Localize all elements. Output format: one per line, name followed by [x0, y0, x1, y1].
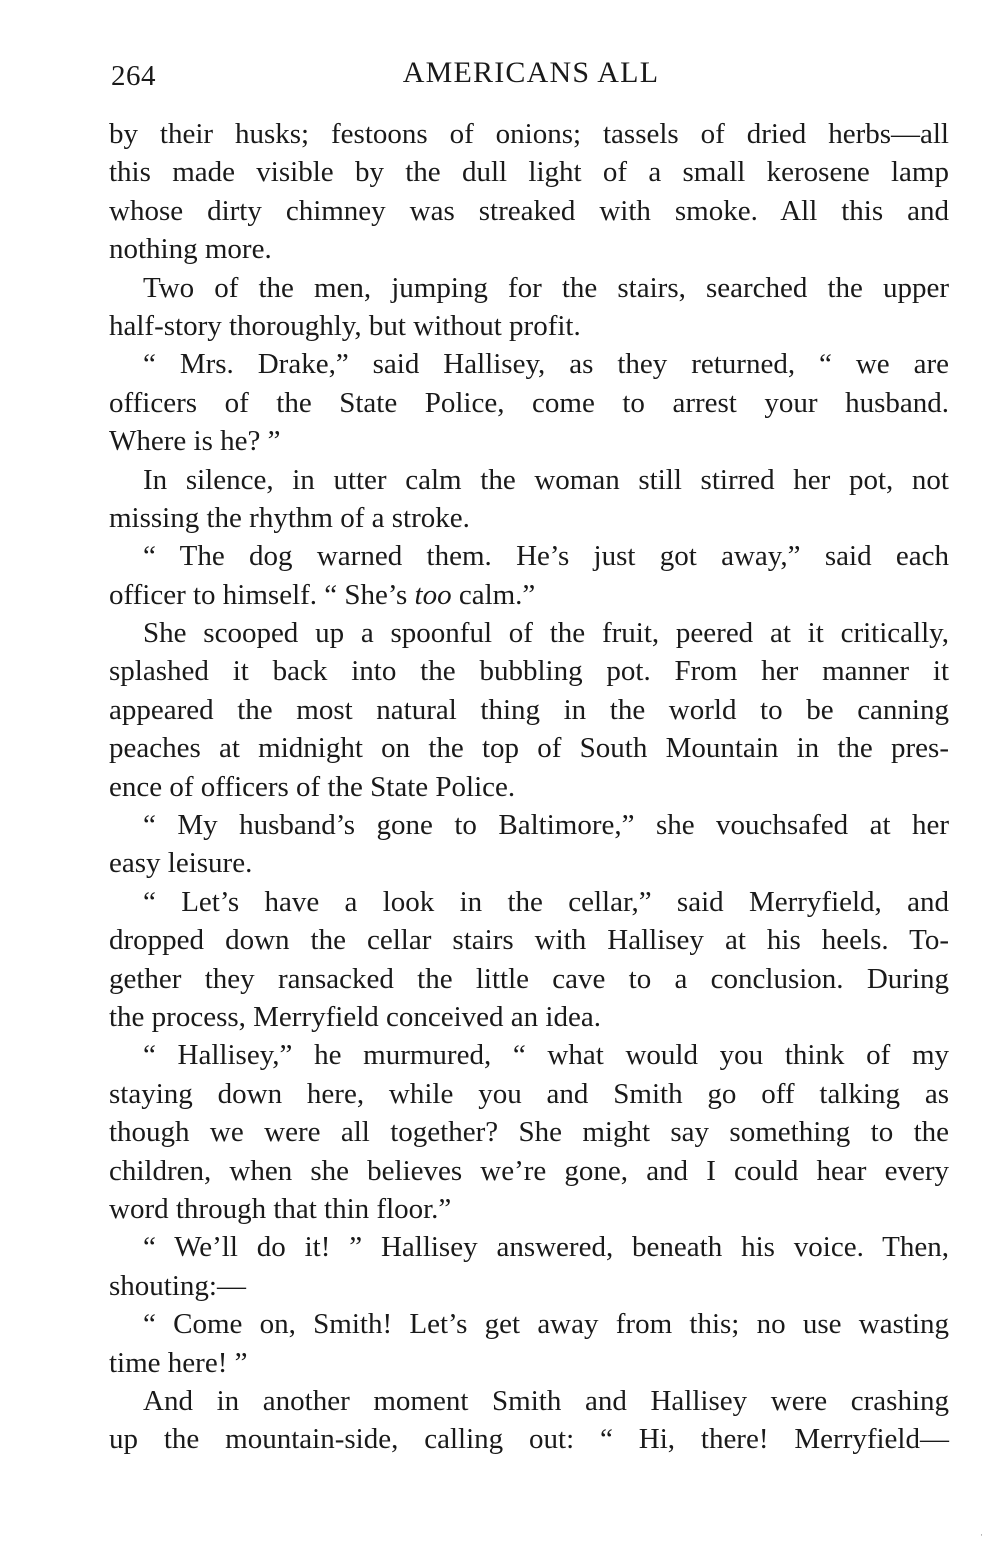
text-line: dropped down the cellar stairs with Hallisey at his heels. To- [109, 924, 949, 957]
text-line: easy leisure. [109, 847, 253, 880]
text-line: word through that thin floor.” [109, 1192, 452, 1225]
text-line: nothing more. [109, 233, 272, 266]
text-line: Where is he? ” [109, 425, 281, 458]
text-line: shouting:— [109, 1269, 246, 1302]
text-line: “ The dog warned them. He’s just got away,” said each [143, 540, 949, 573]
text-line: the process, Merryfield conceived an idea. [109, 1000, 601, 1033]
text-line: up the mountain-side, calling out: “ Hi, there! Merryfield— [109, 1423, 949, 1456]
text-line: In silence, in utter calm the woman still stirred her pot, not [143, 463, 949, 496]
text-line: “ My husband’s gone to Baltimore,” she vouchsafed at her [143, 809, 949, 842]
text-line: And in another moment Smith and Hallisey were crashing [143, 1384, 949, 1417]
text-line: “ We’ll do it! ” Hallisey answered, beneath his voice. Then, [143, 1231, 949, 1264]
text-line: “ Hallisey,” he murmured, “ what would you think of my [143, 1039, 949, 1072]
line-start: officer to himself. “ She’s [109, 578, 415, 611]
page-header [111, 56, 951, 100]
body-text [109, 115, 949, 1459]
text-line: appeared the most natural thing in the world to be canning [109, 693, 949, 726]
text-line: “ Let’s have a look in the cellar,” said Merryfield, and [143, 885, 949, 918]
text-line: Two of the men, jumping for the stairs, searched the upper [143, 271, 949, 304]
text-line: time here! ” [109, 1346, 248, 1379]
text-line: missing the rhythm of a stroke. [109, 501, 470, 534]
text-line: this made visible by the dull light of a small kerosene lamp [109, 156, 949, 189]
line-end: calm.” [451, 578, 536, 611]
italic-word: too [414, 578, 452, 611]
text-line: ence of officers of the State Police. [109, 770, 516, 803]
text-line: though we were all together? She might say something to the [109, 1116, 949, 1149]
text-line: half-story thoroughly, but without profit. [109, 309, 581, 342]
corner-mark: · [980, 1530, 983, 1540]
text-line: officers of the State Police, come to arrest your husband. [109, 386, 949, 419]
text-line: by their husks; festoons of onions; tassels of dried herbs—all [109, 118, 949, 150]
text-line-with-italic [109, 576, 949, 614]
page-number: 264 [111, 60, 156, 92]
running-head: AMERICANS ALL [402, 56, 660, 89]
text-line: whose dirty chimney was streaked with smoke. All this and [109, 194, 949, 227]
text-line: She scooped up a spoonful of the fruit, peered at it critically, [143, 617, 949, 650]
text-line: peaches at midnight on the top of South Mountain in the pres- [109, 732, 949, 765]
text-line: gether they ransacked the little cave to a conclusion. During [109, 962, 949, 995]
text-line: splashed it back into the bubbling pot. From her manner it [109, 655, 949, 688]
text-line: “ Come on, Smith! Let’s get away from this; no use wasting [143, 1308, 949, 1341]
text-line: staying down here, while you and Smith go off talking as [109, 1077, 949, 1110]
text-line: children, when she believes we’re gone, and I could hear every [109, 1154, 949, 1187]
text-line: “ Mrs. Drake,” said Hallisey, as they returned, “ we are [143, 348, 949, 381]
